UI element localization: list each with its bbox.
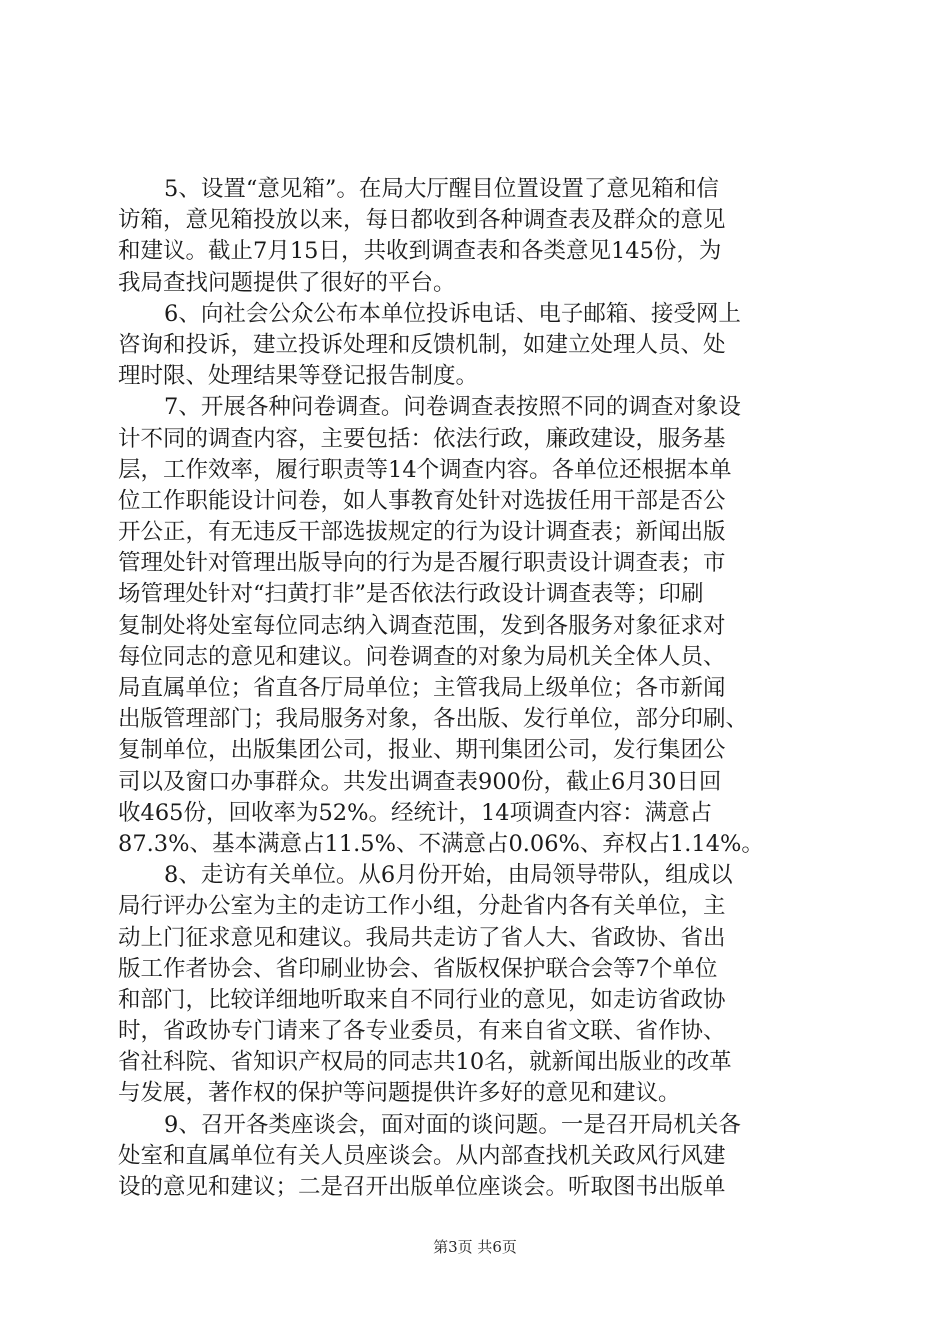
paragraph-8-line-1: 8、走访有关单位。从6月份开始，由局领导带队，组成以 xyxy=(164,862,733,889)
paragraph-7-line-10: 局直属单位；省直各厅局单位；主管我局上级单位；各市新闻 xyxy=(118,675,726,701)
paragraph-5-line-1: 5、设置“意见箱”。在局大厅醒目位置设置了意见箱和信 xyxy=(164,176,719,202)
paragraph-7-line-3: 层，工作效率，履行职责等14个调查内容。各单位还根据本单 xyxy=(118,456,732,483)
paragraph-7-line-15: 87.3%、基本满意占11.5%、不满意占0.06%、弃权占1.14%。 xyxy=(118,830,764,857)
paragraph-6-line-2: 咨询和投诉，建立投诉处理和反馈机制，如建立处理人员、处 xyxy=(118,331,726,358)
paragraph-7-line-2: 计不同的调查内容，主要包括：依法行政，廉政建设，服务基 xyxy=(118,425,726,452)
paragraph-7-line-1: 7、开展各种问卷调查。问卷调查表按照不同的调查对象设 xyxy=(164,394,741,421)
paragraph-5-line-3: 和建议。截止7月15日，共收到调查表和各类意见145份，为 xyxy=(118,238,722,265)
paragraph-7-line-9: 每位同志的意见和建议。问卷调查的对象为局机关全体人员、 xyxy=(118,643,726,670)
paragraph-8-line-6: 时，省政协专门请来了各专业委员，有来自省文联、省作协、 xyxy=(118,1018,726,1045)
paragraph-9-line-1: 9、召开各类座谈会，面对面的谈问题。一是召开局机关各 xyxy=(164,1111,741,1138)
paragraph-8-line-5: 和部门，比较详细地听取来自不同行业的意见，如走访省政协 xyxy=(118,986,726,1013)
paragraph-7-line-6: 管理处针对管理出版导向的行为是否履行职责设计调查表；市 xyxy=(118,550,726,577)
paragraph-8-line-2: 局行评办公室为主的走访工作小组，分赴省内各有关单位，主 xyxy=(118,893,726,920)
page-number-footer: 第3页 共6页 xyxy=(433,1238,517,1256)
paragraph-8-line-7: 省社科院、省知识产权局的同志共10名，就新闻出版业的改革 xyxy=(118,1049,732,1076)
paragraph-7-line-11: 出版管理部门；我局服务对象，各出版、发行单位，部分印刷、 xyxy=(118,706,749,733)
paragraph-5-line-4: 我局查找问题提供了很好的平台。 xyxy=(118,269,456,296)
paragraph-7-line-5: 开公正，有无违反干部选拔规定的行为设计调查表；新闻出版 xyxy=(118,519,726,546)
paragraph-6-line-3: 理时限、处理结果等登记报告制度。 xyxy=(118,363,479,390)
body-text xyxy=(118,174,834,1203)
paragraph-7-line-12: 复制单位，出版集团公司，报业、期刊集团公司，发行集团公 xyxy=(118,737,726,764)
paragraph-8-line-4: 版工作者协会、省印刷业协会、省版权保护联合会等7个单位 xyxy=(118,955,718,982)
paragraph-5-line-2: 访箱，意见箱投放以来，每日都收到各种调查表及群众的意见 xyxy=(118,207,726,234)
paragraph-7-line-14: 收465份，回收率为52%。经统计，14项调查内容：满意占 xyxy=(118,799,713,826)
paragraph-9-line-2: 处室和直属单位有关人员座谈会。从内部查找机关政风行风建 xyxy=(118,1142,726,1169)
paragraph-7-line-4: 位工作职能设计问卷，如人事教育处针对选拔任用干部是否公 xyxy=(118,487,726,514)
paragraph-7-line-7: 场管理处针对“扫黄打非”是否依法行政设计调查表等；印刷 xyxy=(118,581,704,608)
paragraph-8-line-3: 动上门征求意见和建议。我局共走访了省人大、省政协、省出 xyxy=(118,924,726,951)
paragraph-9-line-3: 设的意见和建议；二是召开出版单位座谈会。听取图书出版单 xyxy=(118,1174,726,1200)
paragraph-6-line-1: 6、向社会公众公布本单位投诉电话、电子邮箱、接受网上 xyxy=(164,300,741,327)
paragraph-7-line-13: 司以及窗口办事群众。共发出调查表900份，截止6月30日回 xyxy=(118,768,722,795)
paragraph-7-line-8: 复制处将处室每位同志纳入调查范围，发到各服务对象征求对 xyxy=(118,612,726,639)
paragraph-8-line-8: 与发展，著作权的保护等问题提供许多好的意见和建议。 xyxy=(118,1080,681,1107)
